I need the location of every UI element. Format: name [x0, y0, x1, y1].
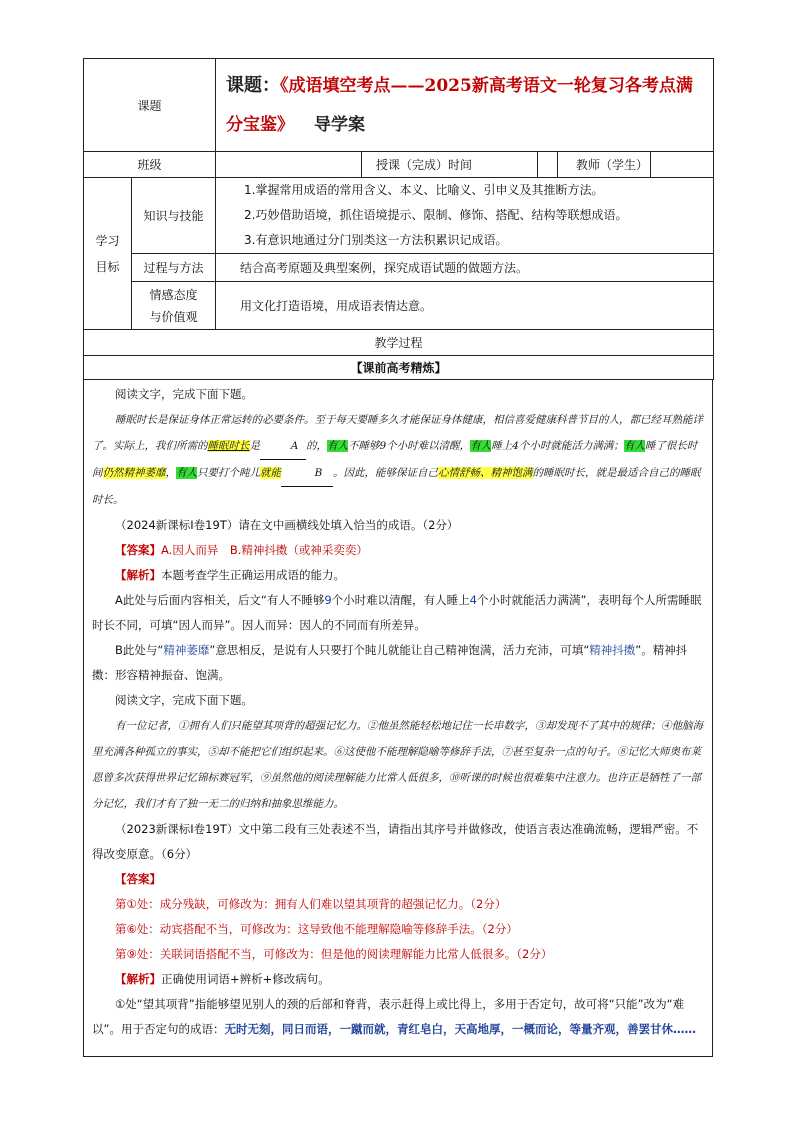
knowledge-item: 2.巧妙借助语境，抓住语境提示、限制、修饰、搭配、结构等联想成语。 [244, 208, 628, 222]
q2-analysis: 【解析】正确使用词语+辨析+修改病句。 [115, 972, 330, 986]
emotion-label: 情感态度 与价值观 [132, 282, 216, 330]
time-value[interactable] [538, 152, 558, 178]
header-table [83, 58, 714, 380]
knowledge-item: 3.有意识地通过分门别类这一方法积累识记成语。 [244, 233, 508, 247]
teaching-process-heading: 教学过程 [84, 330, 714, 356]
goals-label: 学习 目标 [84, 178, 132, 330]
blank-a[interactable]: A [260, 433, 306, 460]
q2-answer-2: 第⑥处：动宾搭配不当，可修改为：这导致他不能理解隐喻等修辞手法。（2分） [115, 922, 518, 936]
q1-analysis-b: B此处与“精神萎靡”意思相反，是说有人只要打个盹儿就能让自己精神饱满，活力充沛，可填“精神抖擞”。精神抖擞：形容精神振奋、饱满。 [92, 643, 688, 682]
q1-analysis: 【解析】本题考查学生正确运用成语的能力。 [115, 568, 345, 582]
q2-answer-tag: 【答案】 [115, 872, 161, 886]
content-body [83, 380, 713, 1057]
teacher-value[interactable] [651, 152, 714, 178]
q1-intro: 阅读文字，完成下面下题。 [115, 387, 253, 401]
knowledge-list [216, 178, 714, 254]
knowledge-label: 知识与技能 [132, 178, 216, 254]
q2-answer-3: 第⑨处：关联词语搭配不当，可修改为：但是他的阅读理解能力比常人低很多。（2分） [115, 947, 553, 961]
q2-passage: 有一位记者，①拥有人们只能望其项背的超强记忆力。②他虽然能轻松地记住一长串数字，③却发现不了其中的规律；④他脑海里充满各种孤立的事实，⑤却不能把它们组织起来。⑥这使他不能理解隐喻等修辞手法，⑦甚至复杂一点的句子。⑧记忆大师奥布莱恩曾多次获得世界记忆锦标赛冠军，⑨虽然他的阅读理解能力比常人低很多，⑩听课的时候也很难集中注意力。也许正是牺牲了一部分记忆，我们才有了独一无二的归纳和抽象思维能力。 [92, 720, 703, 810]
process-label: 过程与方法 [132, 254, 216, 282]
q1-answer: 【答案】A.因人而异 B.精神抖擞（或神采奕奕） [115, 543, 368, 557]
q1-source: （2024新课标Ⅰ卷19T）请在文中画横线处填入恰当的成语。（2分） [115, 518, 459, 532]
q1-passage: 睡眠时长是保证身体正常运转的必要条件。至于每天要睡多久才能保证身体健康，相信喜爱健康科普节目的人，都已经耳熟能详了。实际上，我们所需的睡眠时长是 A 的，有人不睡够9个小时难以清醒，有人睡上4个小时就能活力满满；有人睡了很长时间仍然精神萎靡，有人只要打个盹儿就能 B 。因此，能够保证自己心情舒畅、精神饱满的睡眠时长，就是最适合自己的睡眠时长。 [92, 414, 703, 506]
q2-answer-1: 第①处：成分残缺，可修改为：拥有人们难以望其项背的超强记忆力。（2分） [115, 897, 507, 911]
emotion-text: 用文化打造语境，用成语表情达意。 [216, 282, 714, 330]
blank-b[interactable]: B [281, 460, 333, 487]
process-text: 结合高考原题及典型案例，探究成语试题的做题方法。 [216, 254, 714, 282]
q1-analysis-a: A此处与后面内容相关，后文“有人不睡够9个小时难以清醒，有人睡上4个小时就能活力满满”，表明每个人所需睡眠时长不同，可填“因人而异”。因人而异：因人的不同而有所差异。 [92, 593, 702, 632]
teacher-label: 教师（学生） [558, 152, 651, 178]
knowledge-item: 1.掌握常用成语的常用含义、本义、比喻义、引申义及其推断方法。 [244, 183, 604, 197]
q2-source: （2023新课标Ⅰ卷19T）文中第二段有三处表述不当，请指出其序号并做修改，使语言表达准确流畅，逻辑严密。不得改变原意。（6分） [92, 822, 699, 861]
q2-explanation: ①处“望其项背”指能够望见别人的颈的后部和脊背，表示赶得上或比得上，多用于否定句，故可将“只能”改为“难以”。用于否定句的成语：无时无刻，同日而语，一蹴而就，青红皂白，天高地厚，一概而论，等量齐观，善罢甘休…… [92, 997, 696, 1036]
topic-label: 课题 [84, 59, 216, 152]
section-heading: 【课前高考精炼】 [84, 356, 714, 380]
document-page [83, 58, 713, 1057]
time-label: 授课（完成）时间 [362, 152, 538, 178]
class-label: 班级 [84, 152, 216, 178]
q2-intro: 阅读文字，完成下面下题。 [115, 693, 253, 707]
class-value[interactable] [216, 152, 362, 178]
page-title: 课题：《成语填空考点——2025新高考语文一轮复习各考点满分宝鉴》 导学案 [216, 59, 714, 152]
